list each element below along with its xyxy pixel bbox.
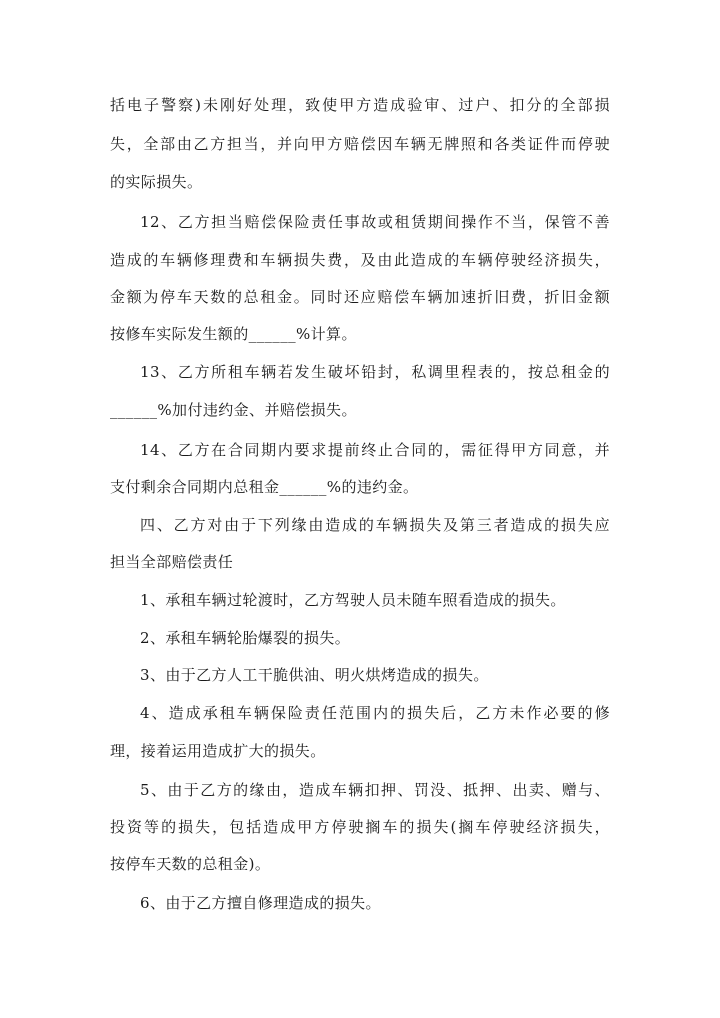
text-line-21: 按停车天数的总租金)。 xyxy=(110,855,271,873)
text-line-4: 12、乙方担当赔偿保险责任事故或租赁期间操作不当，保管不善 xyxy=(140,213,610,231)
text-line-2: 失，全部由乙方担当，并向甲方赔偿因车辆无牌照和各类证件而停驶 xyxy=(110,135,610,153)
text-line-16: 3、由于乙方人工干脆供油、明火烘烤造成的损失。 xyxy=(140,666,489,684)
text-line-11: 支付剩余合同期内总租金______%的违约金。 xyxy=(110,478,419,496)
text-line-13: 担当全部赔偿责任 xyxy=(110,553,234,571)
text-line-17: 4、造成承租车辆保险责任范围内的损失后，乙方未作必要的修 xyxy=(140,704,610,722)
text-line-18: 理，接着运用造成扩大的损失。 xyxy=(110,742,326,760)
text-line-12: 四、乙方对由于下列缘由造成的车辆损失及第三者造成的损失应 xyxy=(140,516,610,534)
text-line-10: 14、乙方在合同期内要求提前终止合同的，需征得甲方同意，并 xyxy=(140,441,610,459)
text-line-8: 13、乙方所租车辆若发生破坏铅封，私调里程表的，按总租金的 xyxy=(140,363,610,381)
text-line-9: ______%加付违约金、并赔偿损失。 xyxy=(110,401,357,419)
text-line-5: 造成的车辆修理费和车辆损失费，及由此造成的车辆停驶经济损失， xyxy=(110,251,610,269)
text-line-1: 括电子警察)未刚好处理，致使甲方造成验审、过户、扣分的全部损 xyxy=(110,96,610,114)
text-line-14: 1、承租车辆过轮渡时，乙方驾驶人员未随车照看造成的损失。 xyxy=(140,591,566,609)
text-line-3: 的实际损失。 xyxy=(110,173,203,191)
text-line-22: 6、由于乙方擅自修理造成的损失。 xyxy=(140,894,381,912)
text-line-6: 金额为停车天数的总租金。同时还应赔偿车辆加速折旧费，折旧金额 xyxy=(110,288,610,306)
text-line-15: 2、承租车辆轮胎爆裂的损失。 xyxy=(140,629,351,647)
text-line-19: 5、由于乙方的缘由，造成车辆扣押、罚没、抵押、出卖、赠与、 xyxy=(140,781,610,799)
text-line-20: 投资等的损失，包括造成甲方停驶搁车的损失(搁车停驶经济损失， xyxy=(110,818,610,836)
text-line-7: 按修车实际发生额的______%计算。 xyxy=(110,325,357,343)
